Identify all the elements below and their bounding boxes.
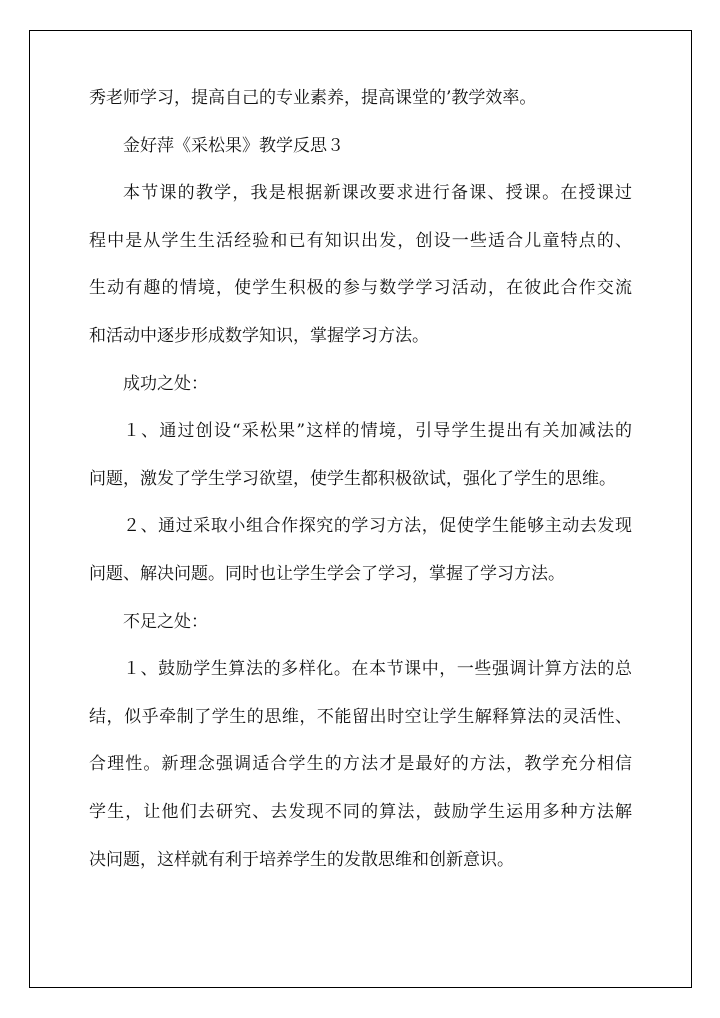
text-line: １、通过创设“采松果”这样的情境，引导学生提出有关加减法的 [123,421,632,442]
text-line: １、鼓励学生算法的多样化。在本节课中，一些强调计算方法的总 [123,659,632,680]
heading-text: 金好萍《采松果》教学反思３ [123,135,344,156]
text-line: 生动有趣的情境，使学生积极的参与数学学习活动，在彼此合作交流 [89,278,632,299]
section-label-text: 不足之处： [123,611,208,632]
document-heading [89,135,632,157]
text-line: 结，似乎牵制了学生的思维，不能留出时空让学生解释算法的灵活性、 [89,706,632,727]
paragraph [89,182,632,347]
text-line: 和活动中逐步形成数学知识，掌握学习方法。 [89,325,429,346]
paragraph [89,420,632,490]
paragraph [89,515,632,585]
document-body [89,87,632,871]
text-line: 程中是从学生生活经验和已有知识出发，创设一些适合儿童特点的、 [89,230,632,251]
text-line: ２、通过采取小组合作探究的学习方法，促使学生能够主动去发现 [123,516,632,537]
section-label-text: 成功之处： [123,373,208,394]
text-line: 秀老师学习，提高自己的专业素养，提高课堂的’教学效率。 [89,88,537,108]
text-line: 问题，激发了学生学习欲望，使学生都积极欲试，强化了学生的思维。 [89,468,616,489]
paragraph [89,658,632,870]
section-label [89,373,632,395]
text-line: 本节课的教学，我是根据新课改要求进行备课、授课。在授课过 [123,183,632,204]
section-label [89,611,632,633]
text-line: 决问题，这样就有利于培养学生的发散思维和创新意识。 [89,849,514,870]
text-line: 合理性。新理念强调适合学生的方法才是最好的方法，教学充分相信 [89,754,632,775]
text-line: 问题、解决问题。同时也让学生学会了学习，掌握了学习方法。 [89,563,565,584]
text-line: 学生，让他们去研究、去发现不同的算法，鼓励学生运用多种方法解 [89,801,632,822]
paragraph [89,87,632,109]
